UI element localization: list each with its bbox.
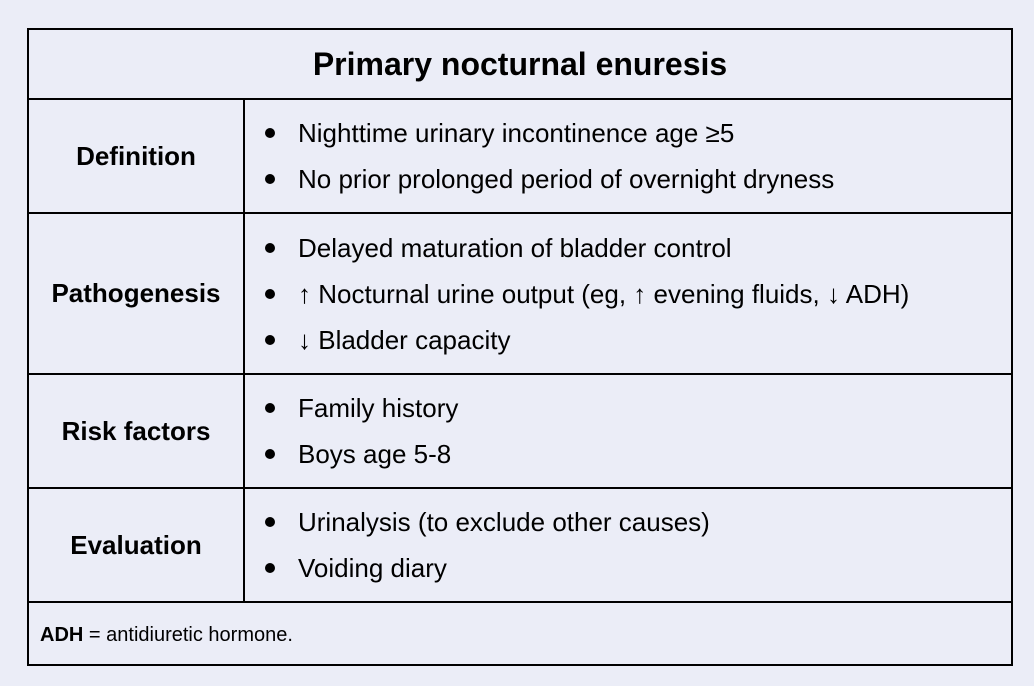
list-item-text: Voiding diary <box>298 553 447 583</box>
list-item <box>263 431 458 477</box>
list-item <box>263 499 710 545</box>
bullet-icon <box>265 563 275 573</box>
bullet-icon <box>265 517 275 527</box>
enuresis-table <box>27 28 1013 666</box>
table-row-evaluation <box>29 489 1011 603</box>
list-item-text: Family history <box>298 393 459 423</box>
bullet-icon <box>265 243 275 253</box>
row-label-pathogenesis: Pathogenesis <box>29 214 245 373</box>
bullet-icon <box>265 449 275 459</box>
list-item-text: Nighttime urinary incontinence age ≥5 <box>298 118 735 148</box>
list-item-text: No prior prolonged period of overnight dryness <box>298 164 835 194</box>
table-row-pathogenesis <box>29 214 1011 375</box>
table-row-definition <box>29 100 1011 214</box>
bullet-icon <box>265 403 275 413</box>
list-item-text: Urinalysis (to exclude other causes) <box>298 507 710 537</box>
row-label-definition: Definition <box>29 100 245 212</box>
list-item-text: Delayed maturation of bladder control <box>298 232 732 263</box>
bullet-icon <box>265 174 275 184</box>
row-content-definition <box>245 100 1011 212</box>
table-row-risk-factors <box>29 375 1011 489</box>
row-label-evaluation: Evaluation <box>29 489 245 601</box>
footnote-definition: = antidiuretic hormone. <box>83 624 293 646</box>
bullet-list <box>263 225 909 363</box>
table-footnote <box>29 603 1011 668</box>
bullet-list <box>263 499 710 591</box>
bullet-list <box>263 385 458 477</box>
bullet-icon <box>265 289 275 299</box>
bullet-list <box>263 110 834 202</box>
list-item <box>263 317 909 363</box>
list-item <box>263 110 834 156</box>
list-item <box>263 271 909 317</box>
list-item <box>263 385 458 431</box>
bullet-icon <box>265 128 275 138</box>
row-content-pathogenesis <box>245 214 1011 373</box>
footnote-abbreviation: ADH <box>40 624 84 646</box>
row-label-risk-factors: Risk factors <box>29 375 245 487</box>
list-item-text: ↑ Nocturnal urine output (eg, ↑ evening fluids, ↓ ADH) <box>298 278 910 309</box>
list-item <box>263 225 909 271</box>
row-content-risk-factors <box>245 375 1011 487</box>
list-item-text: ↓ Bladder capacity <box>298 324 511 355</box>
list-item <box>263 545 710 591</box>
list-item <box>263 156 834 202</box>
bullet-icon <box>265 335 275 345</box>
list-item-text: Boys age 5-8 <box>298 439 452 469</box>
table-title: Primary nocturnal enuresis <box>29 30 1011 100</box>
row-content-evaluation <box>245 489 1011 601</box>
